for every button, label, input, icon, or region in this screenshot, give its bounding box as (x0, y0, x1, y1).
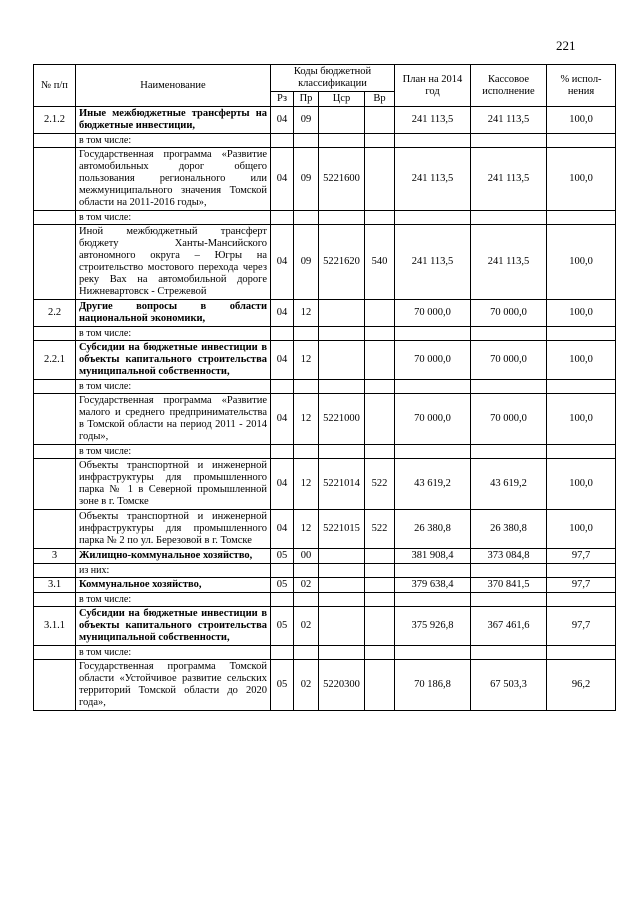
cell-vr (365, 607, 395, 646)
cell-name: в том числе: (76, 134, 271, 148)
cell-plan: 26 380,8 (395, 510, 471, 549)
cell-plan: 70 000,0 (395, 300, 471, 327)
cell-pr: 12 (294, 510, 319, 549)
cell-csr (319, 593, 365, 607)
cell-pr: 09 (294, 225, 319, 300)
cell-plan: 43 619,2 (395, 459, 471, 510)
cell-cash: 67 503,3 (471, 660, 547, 711)
cell-csr: 5221600 (319, 148, 365, 211)
table-note-row (34, 211, 616, 225)
cell-pr: 12 (294, 300, 319, 327)
cell-vr (365, 593, 395, 607)
cell-pct: 100,0 (547, 510, 616, 549)
cell-cash (471, 134, 547, 148)
cell-cash: 373 084,8 (471, 549, 547, 564)
header-csr: Цср (319, 92, 365, 107)
cell-rz: 05 (271, 660, 294, 711)
cell-rz: 04 (271, 107, 294, 134)
cell-pct: 97,7 (547, 607, 616, 646)
header-cash: Кассовое исполнение (471, 65, 547, 107)
cell-csr: 5221000 (319, 394, 365, 445)
cell-csr (319, 300, 365, 327)
cell-pr (294, 211, 319, 225)
cell-pct: 100,0 (547, 225, 616, 300)
cell-name: в том числе: (76, 211, 271, 225)
cell-cash (471, 564, 547, 578)
cell-cash: 43 619,2 (471, 459, 547, 510)
cell-csr (319, 134, 365, 148)
table-row (34, 607, 616, 646)
cell-vr (365, 578, 395, 593)
cell-vr (365, 549, 395, 564)
cell-plan (395, 380, 471, 394)
cell-pr (294, 646, 319, 660)
table-row (34, 549, 616, 564)
cell-cash: 241 113,5 (471, 107, 547, 134)
cell-csr (319, 211, 365, 225)
cell-cash (471, 593, 547, 607)
cell-vr (365, 327, 395, 341)
table-row (34, 459, 616, 510)
table-header (34, 65, 616, 107)
cell-rz: 04 (271, 510, 294, 549)
cell-pct: 100,0 (547, 148, 616, 211)
cell-rz: 04 (271, 341, 294, 380)
cell-rz (271, 327, 294, 341)
cell-vr (365, 134, 395, 148)
cell-rz (271, 445, 294, 459)
cell-vr (365, 380, 395, 394)
cell-csr (319, 564, 365, 578)
cell-csr (319, 341, 365, 380)
cell-pct (547, 327, 616, 341)
cell-name: Жилищно-коммунальное хозяйство, (76, 549, 271, 564)
cell-pr: 02 (294, 660, 319, 711)
cell-rz: 04 (271, 148, 294, 211)
table-row (34, 394, 616, 445)
cell-num (34, 148, 76, 211)
cell-csr: 5221014 (319, 459, 365, 510)
cell-pr (294, 380, 319, 394)
table-row (34, 148, 616, 211)
cell-vr (365, 564, 395, 578)
cell-plan: 70 000,0 (395, 341, 471, 380)
cell-rz: 04 (271, 459, 294, 510)
cell-pct: 100,0 (547, 394, 616, 445)
cell-pct: 100,0 (547, 459, 616, 510)
cell-pct: 100,0 (547, 341, 616, 380)
cell-pr: 12 (294, 459, 319, 510)
header-codes: Коды бюджетной классификации (271, 65, 395, 92)
table-note-row (34, 380, 616, 394)
cell-csr (319, 646, 365, 660)
cell-cash: 367 461,6 (471, 607, 547, 646)
cell-plan (395, 445, 471, 459)
table-row (34, 660, 616, 711)
table-row (34, 300, 616, 327)
cell-pr: 02 (294, 578, 319, 593)
cell-rz (271, 134, 294, 148)
cell-name: Государственная программа Томской области «Устойчивое развитие сельских территорий Томской области до 2020 года», (76, 660, 271, 711)
cell-cash (471, 380, 547, 394)
cell-num (34, 394, 76, 445)
cell-csr (319, 445, 365, 459)
header-plan: План на 2014 год (395, 65, 471, 107)
cell-vr (365, 660, 395, 711)
cell-cash: 370 841,5 (471, 578, 547, 593)
cell-pct (547, 445, 616, 459)
cell-csr (319, 607, 365, 646)
cell-vr: 540 (365, 225, 395, 300)
cell-pr (294, 593, 319, 607)
cell-num (34, 646, 76, 660)
table-body (34, 107, 616, 711)
cell-pr: 00 (294, 549, 319, 564)
cell-cash: 241 113,5 (471, 148, 547, 211)
cell-csr: 5221620 (319, 225, 365, 300)
table-note-row (34, 646, 616, 660)
cell-cash: 70 000,0 (471, 341, 547, 380)
cell-cash: 70 000,0 (471, 300, 547, 327)
cell-cash (471, 327, 547, 341)
cell-num: 3.1.1 (34, 607, 76, 646)
cell-name: Объекты транспортной и инженерной инфраструктуры для промышленного парка № 2 по ул. Березовой в г. Томске (76, 510, 271, 549)
cell-cash (471, 445, 547, 459)
cell-pct (547, 211, 616, 225)
cell-pr (294, 327, 319, 341)
cell-num (34, 327, 76, 341)
cell-rz: 05 (271, 607, 294, 646)
cell-vr (365, 300, 395, 327)
cell-plan (395, 327, 471, 341)
cell-rz (271, 380, 294, 394)
cell-rz (271, 211, 294, 225)
cell-csr (319, 549, 365, 564)
cell-name: Иные межбюджетные трансферты на бюджетные инвестиции, (76, 107, 271, 134)
cell-pr: 09 (294, 148, 319, 211)
page-number: 221 (556, 38, 576, 53)
cell-pr (294, 445, 319, 459)
cell-num (34, 510, 76, 549)
cell-pct: 100,0 (547, 107, 616, 134)
cell-num (34, 380, 76, 394)
header-name: Наименование (76, 65, 271, 107)
cell-pr: 12 (294, 394, 319, 445)
table-note-row (34, 564, 616, 578)
cell-vr (365, 341, 395, 380)
cell-plan: 70 186,8 (395, 660, 471, 711)
budget-table (33, 64, 616, 711)
table-note-row (34, 134, 616, 148)
cell-name: из них: (76, 564, 271, 578)
cell-name: Другие вопросы в области национальной экономики, (76, 300, 271, 327)
cell-pr: 12 (294, 341, 319, 380)
cell-num: 2.2.1 (34, 341, 76, 380)
cell-name: Субсидии на бюджетные инвестиции в объекты капитального строительства муниципальной собственности, (76, 607, 271, 646)
cell-pr (294, 134, 319, 148)
cell-plan (395, 134, 471, 148)
cell-pr: 09 (294, 107, 319, 134)
cell-plan: 381 908,4 (395, 549, 471, 564)
cell-pct (547, 646, 616, 660)
cell-pct (547, 593, 616, 607)
cell-plan (395, 646, 471, 660)
cell-num (34, 459, 76, 510)
header-pr: Пр (294, 92, 319, 107)
cell-vr (365, 445, 395, 459)
table-row (34, 510, 616, 549)
table-note-row (34, 593, 616, 607)
cell-pct: 100,0 (547, 300, 616, 327)
cell-pr: 02 (294, 607, 319, 646)
table-row (34, 107, 616, 134)
cell-pr (294, 564, 319, 578)
cell-name: Субсидии на бюджетные инвестиции в объекты капитального строительства муниципальной собственности, (76, 341, 271, 380)
cell-vr (365, 107, 395, 134)
cell-num: 3.1 (34, 578, 76, 593)
cell-rz: 04 (271, 300, 294, 327)
cell-vr (365, 148, 395, 211)
cell-plan (395, 564, 471, 578)
cell-pct: 97,7 (547, 578, 616, 593)
cell-plan (395, 593, 471, 607)
cell-plan: 70 000,0 (395, 394, 471, 445)
cell-csr (319, 327, 365, 341)
cell-csr (319, 107, 365, 134)
cell-cash: 241 113,5 (471, 225, 547, 300)
cell-cash: 26 380,8 (471, 510, 547, 549)
table-row (34, 225, 616, 300)
cell-name: в том числе: (76, 646, 271, 660)
cell-name: Объекты транспортной и инженерной инфраструктуры для промышленного парка № 1 в Северной промышленной зоне в г. Томске (76, 459, 271, 510)
cell-csr (319, 380, 365, 394)
cell-vr (365, 211, 395, 225)
cell-vr: 522 (365, 459, 395, 510)
cell-plan (395, 211, 471, 225)
cell-rz: 04 (271, 394, 294, 445)
cell-pct: 97,7 (547, 549, 616, 564)
cell-num (34, 660, 76, 711)
cell-vr (365, 646, 395, 660)
cell-rz: 05 (271, 578, 294, 593)
cell-csr (319, 578, 365, 593)
cell-vr (365, 394, 395, 445)
cell-plan: 241 113,5 (395, 148, 471, 211)
cell-vr: 522 (365, 510, 395, 549)
cell-num (34, 134, 76, 148)
cell-num (34, 225, 76, 300)
cell-name: в том числе: (76, 445, 271, 459)
cell-num (34, 593, 76, 607)
cell-plan: 241 113,5 (395, 107, 471, 134)
cell-num: 3 (34, 549, 76, 564)
table-row (34, 578, 616, 593)
cell-pct: 96,2 (547, 660, 616, 711)
cell-name: в том числе: (76, 593, 271, 607)
cell-name: в том числе: (76, 380, 271, 394)
cell-plan: 375 926,8 (395, 607, 471, 646)
cell-rz (271, 646, 294, 660)
table-note-row (34, 327, 616, 341)
header-vr: Вр (365, 92, 395, 107)
table-note-row (34, 445, 616, 459)
header-pct: % испол-нения (547, 65, 616, 107)
cell-name: Иной межбюджетный трансферт бюджету Ханты-Мансийского автономного округа – Югры на строительство мостового перехода через реку Вах на автомобильной дороге Нижневартовск - Стрежевой (76, 225, 271, 300)
cell-rz (271, 564, 294, 578)
cell-num (34, 211, 76, 225)
cell-cash (471, 211, 547, 225)
cell-name: Государственная программа «Развитие малого и среднего предпринимательства в Томской области на период 2011 - 2014 годы», (76, 394, 271, 445)
cell-plan: 241 113,5 (395, 225, 471, 300)
cell-num (34, 564, 76, 578)
cell-name: в том числе: (76, 327, 271, 341)
cell-num (34, 445, 76, 459)
cell-rz (271, 593, 294, 607)
cell-plan: 379 638,4 (395, 578, 471, 593)
cell-num: 2.2 (34, 300, 76, 327)
cell-name: Коммунальное хозяйство, (76, 578, 271, 593)
cell-name: Государственная программа «Развитие автомобильных дорог общего пользования регионального или межмуниципального значения Томской области на 2011-2016 годы», (76, 148, 271, 211)
cell-cash (471, 646, 547, 660)
cell-csr: 5220300 (319, 660, 365, 711)
cell-pct (547, 380, 616, 394)
header-rz: Рз (271, 92, 294, 107)
cell-rz: 05 (271, 549, 294, 564)
cell-num: 2.1.2 (34, 107, 76, 134)
cell-pct (547, 564, 616, 578)
header-num: № п/п (34, 65, 76, 107)
cell-csr: 5221015 (319, 510, 365, 549)
cell-cash: 70 000,0 (471, 394, 547, 445)
cell-rz: 04 (271, 225, 294, 300)
cell-pct (547, 134, 616, 148)
table-row (34, 341, 616, 380)
